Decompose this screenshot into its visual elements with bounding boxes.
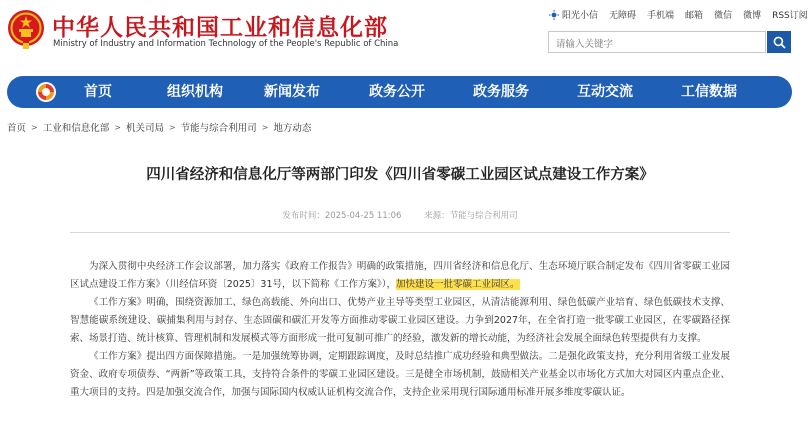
divider — [70, 232, 730, 233]
nav-gov-affairs[interactable]: 政务公开 — [369, 84, 425, 100]
nav-interaction[interactable]: 互动交流 — [577, 84, 633, 100]
article-body — [70, 258, 730, 402]
top-link-mail[interactable]: 邮箱 — [685, 11, 704, 21]
nav-home[interactable]: 首页 — [84, 84, 112, 100]
top-link-rss[interactable]: RSS订阅 — [772, 11, 808, 21]
breadcrumb-miit[interactable]: 工业和信息化部 — [42, 123, 110, 134]
top-link-mobile[interactable]: 手机端 — [647, 11, 675, 21]
sunshine-icon — [549, 10, 559, 20]
national-emblem-icon[interactable] — [6, 8, 46, 50]
top-link-weibo[interactable]: 微博 — [743, 11, 762, 21]
miit-logo-icon[interactable] — [35, 81, 57, 103]
nav-organization[interactable]: 组织机构 — [167, 84, 223, 100]
nav-news[interactable]: 新闻发布 — [264, 84, 320, 100]
search-input[interactable] — [549, 35, 765, 55]
site-name-en: Ministry of Industry and Information Technology of the People's Republic of China — [53, 39, 399, 49]
paragraph: 《工作方案》提出四方面保障措施。一是加强统筹协调，定期跟踪调度，及时总结推广成功经验和典型做法。二是强化政策支持，充分利用省级工业发展资金、政府专项债券、“两新”等政策工具，支持符合条件的零碳工业园区建设。三是健全市场机制，鼓励相关产业基金以市场化方式加大对园区内重点企业、重大项目的支持。四是加强交流合作，加强与国际国内权威认证机构交流合作，支持企业采用现行国际通用标准开展多维度零碳认证。 — [70, 351, 730, 398]
nav-data[interactable]: 工信数据 — [681, 84, 737, 100]
article-title: 四川省经济和信息化厅等两部门印发《四川省零碳工业园区试点建设工作方案》 — [146, 167, 654, 183]
top-link-label: 阳光小信 — [562, 11, 599, 21]
article-meta — [0, 209, 800, 221]
paragraph — [70, 258, 730, 294]
highlighted-text: 加快建设一批零碳工业园区。 — [396, 279, 520, 290]
main-nav — [7, 76, 792, 108]
breadcrumb-separator-icon: > — [168, 122, 176, 132]
article-source: 来源：节能与综合利用司 — [424, 211, 518, 221]
top-link-accessibility[interactable]: 无障碍 — [609, 11, 637, 21]
breadcrumb-separator-icon: > — [261, 122, 269, 132]
top-links — [549, 8, 808, 21]
breadcrumb-separator-icon: > — [31, 122, 38, 132]
site-name-cn[interactable]: 中华人民共和国工业和信息化部 — [52, 15, 388, 41]
breadcrumb-separator-icon: > — [114, 122, 121, 132]
top-link-wechat[interactable]: 微信 — [714, 11, 733, 21]
search-icon — [773, 36, 786, 49]
paragraph-text: 为深入贯彻中央经济工作会议部署，加力落实《政府工作报告》明确的政策措施，四川省经济和信息化厅、生态环境厅联合制定发布《四川省零碳工业园区试点建设工作方案》（川经信环资〔2025〕31号，以下简称《工作方案》）， — [70, 261, 730, 290]
site-header — [0, 0, 808, 62]
nav-services[interactable]: 政务服务 — [473, 84, 529, 100]
breadcrumb-local-news[interactable]: 地方动态 — [273, 123, 312, 134]
breadcrumb-departments[interactable]: 机关司局 — [125, 123, 164, 134]
search-button[interactable] — [767, 31, 791, 53]
breadcrumb — [7, 120, 311, 134]
top-link-sunshine[interactable] — [549, 8, 598, 21]
search-box — [548, 31, 766, 53]
breadcrumb-home[interactable]: 首页 — [7, 123, 27, 134]
publish-time: 发布时间：2025-04-25 11:06 — [282, 211, 402, 221]
paragraph: 《工作方案》明确，围绕资源加工、绿色高载能、外向出口、优势产业主导等类型工业园区，从清洁能源利用、绿色低碳产业培育、绿色低碳技术支撑、智慧能碳系统建设、碳捕集利用与封存、生态固碳和碳汇开发等方面推动零碳工业园区建设。力争到2027年，在全省打造一批零碳工业园区，在零碳路径探索、场景打造、统计核算、管理机制和发展模式等方面形成一批可复制可推广的经验，激发新的增长动能，为经济社会发展全面绿色转型提供有力支撑。 — [70, 297, 730, 344]
breadcrumb-energy-dept[interactable]: 节能与综合利用司 — [180, 123, 257, 134]
